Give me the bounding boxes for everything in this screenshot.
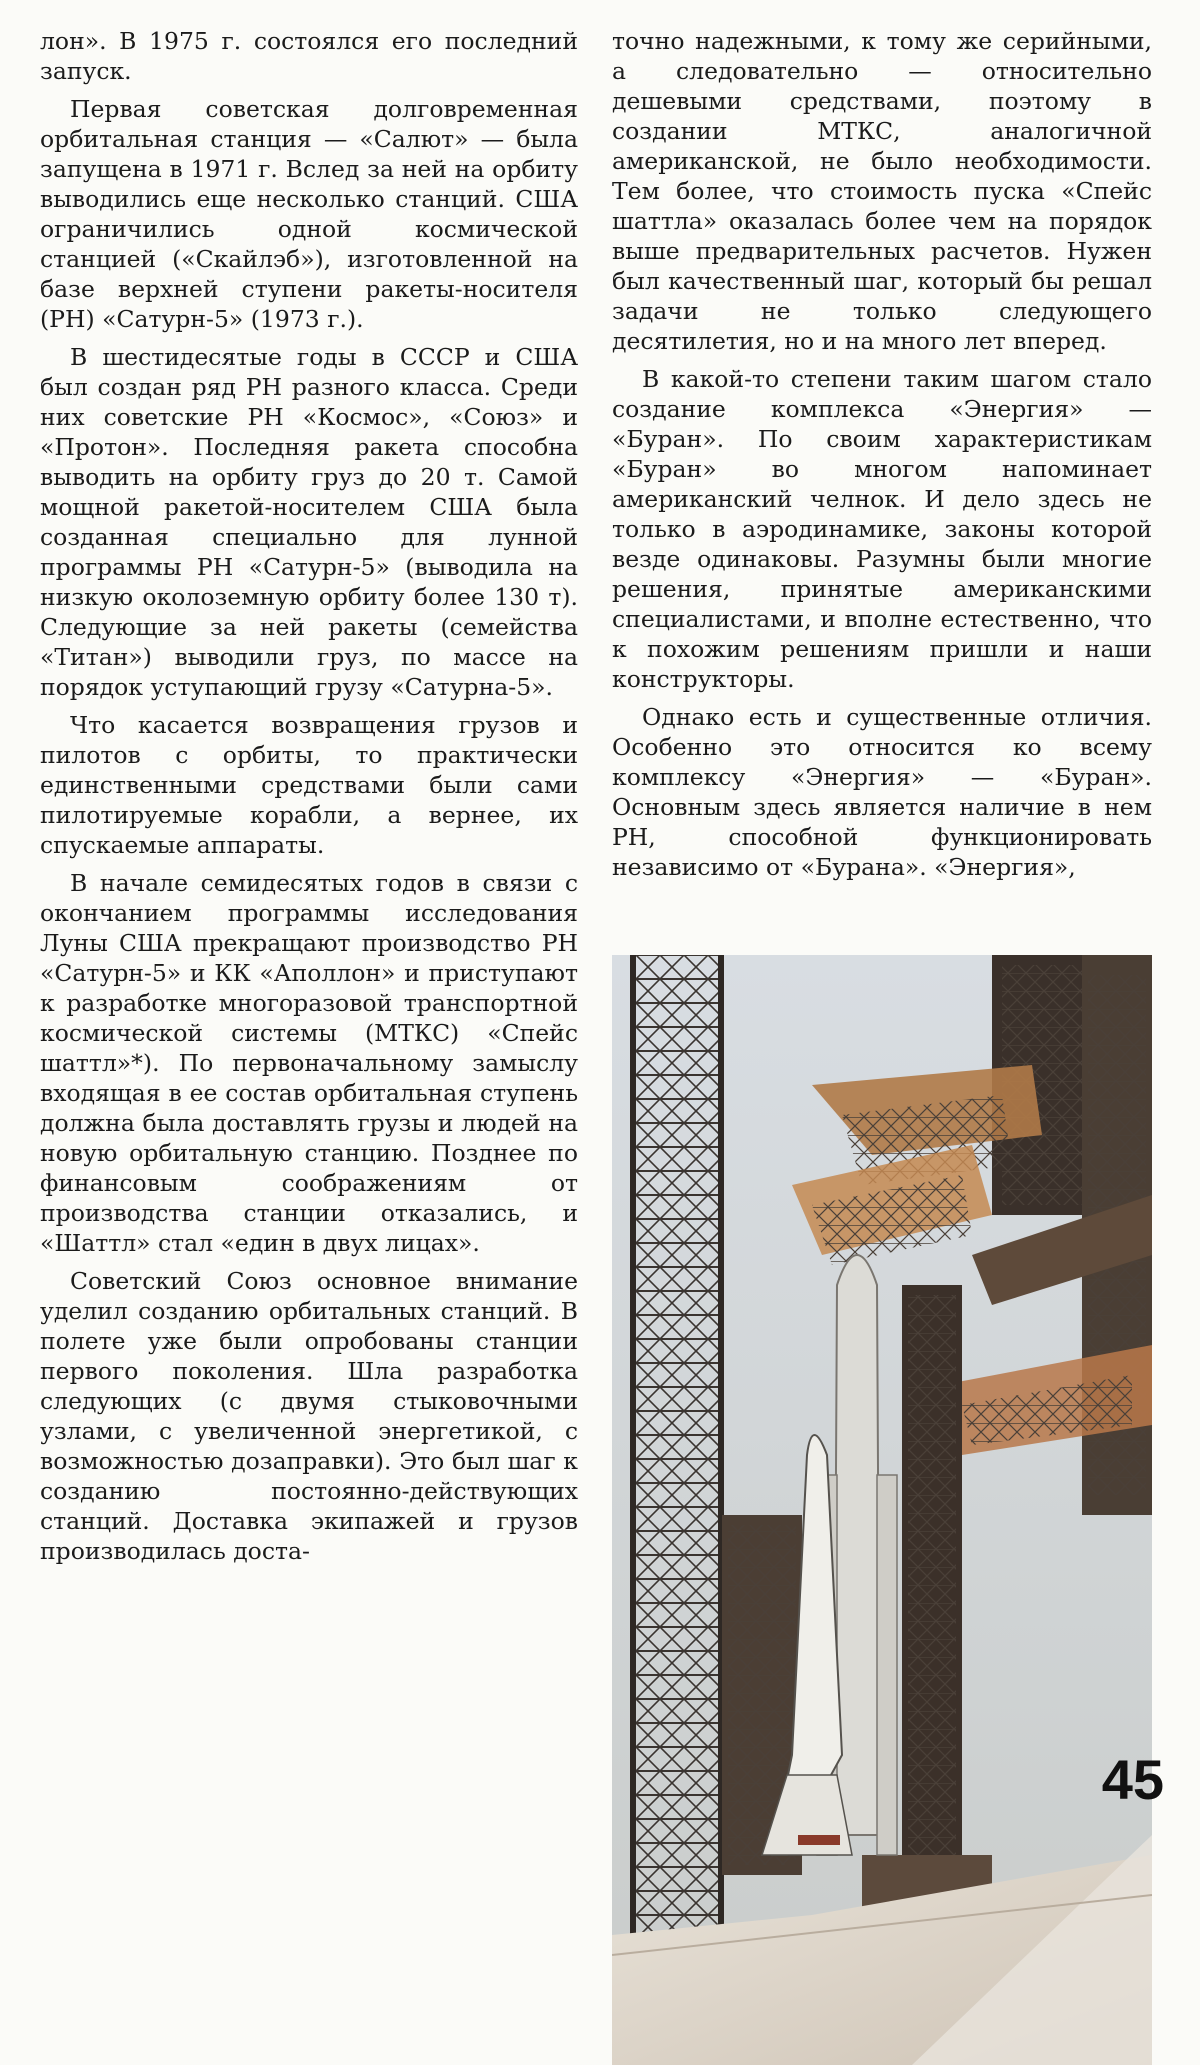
paragraph: Советский Союз основное внимание уделил созданию орбитальных станций. В полете уже были опробованы станции первого поколения. Шла разработка следующих (с двумя стыковочными узлами, с увеличенной энергетикой, с возможностью дозаправки). Это был шаг к созданию постоянно-действующих станций. Доставка экипажей и грузов производилась доста- [40,1267,578,1565]
left-column [40,26,578,1574]
page-number: 45 [1101,1748,1164,1811]
paragraph: В какой-то степени таким шагом стало создание комплекса «Энергия» — «Буран». По своим характеристикам «Буран» во многом напоминает американский челнок. И дело здесь не только в аэродинамике, законы которой везде одинаковы. Разумны были многие решения, принятые американскими специалистами, и вполне естественно, что к похожим решениям пришли и наши конструкторы. [612,365,1152,693]
paragraph: В начале семидесятых годов в связи с окончанием программы исследования Луны США прекращают производство РН «Сатурн-5» и КК «Аполлон» и приступают к разработке многоразовой транспортной космической системы (МТКС) «Спейс шаттл»*). По первоначальному замыслу входящая в ее состав орбитальная ступень должна была доставлять грузы и людей на новую орбитальную станцию. Позднее по финансовым соображениям от производства станции отказались, и «Шаттл» стал «един в двух лицах». [40,869,578,1257]
paragraph: лон». В 1975 г. состоялся его последний запуск. [40,27,578,85]
paragraph: Однако есть и существенные отличия. Особенно это относится ко всему комплексу «Энергия» — «Буран». Основным здесь является наличие в нем РН, способной функционировать независимо от «Бурана». «Энергия», [612,703,1152,881]
paragraph: В шестидесятые годы в СССР и США был создан ряд РН разного класса. Среди них советские РН «Космос», «Союз» и «Протон». Последняя ракета способна выводить на орбиту груз до 20 т. Самой мощной ракетой-носителем США была созданная специально для лунной программы РН «Сатурн-5» (выводила на низкую околоземную орбиту более 130 т). Следующие за ней ракеты (семейства «Титан») выводили груз, по массе на порядок уступающий грузу «Сатурна-5». [40,343,578,701]
paragraph: точно надежными, к тому же серийными, а следовательно — относительно дешевыми средствами, поэтому в создании МТКС, аналогичной американской, не было необходимости. Тем более, что стоимость пуска «Спейс шаттла» оказалась более чем на порядок выше предварительных расчетов. Нужен был качественный шаг, который бы решал задачи не только следующего десятилетия, но и на много лет вперед. [612,27,1152,355]
paragraph: Первая советская долговременная орбитальная станция — «Салют» — была запущена в 1971 г. Вслед за ней на орбиту выводились еще несколько станций. США ограничились одной космической станцией («Скайлэб»), изготовленной на базе верхней ступени ракеты-носителя (РН) «Сатурн-5» (1973 г.). [40,95,578,333]
lattice-tower-left [630,955,724,2065]
right-column [612,26,1152,890]
launch-pad-photo [612,955,1152,2065]
paragraph: Что касается возвращения грузов и пилотов с орбиты, то практически единственными средствами были сами пилотируемые корабли, а вернее, их спускаемые аппараты. [40,711,578,859]
